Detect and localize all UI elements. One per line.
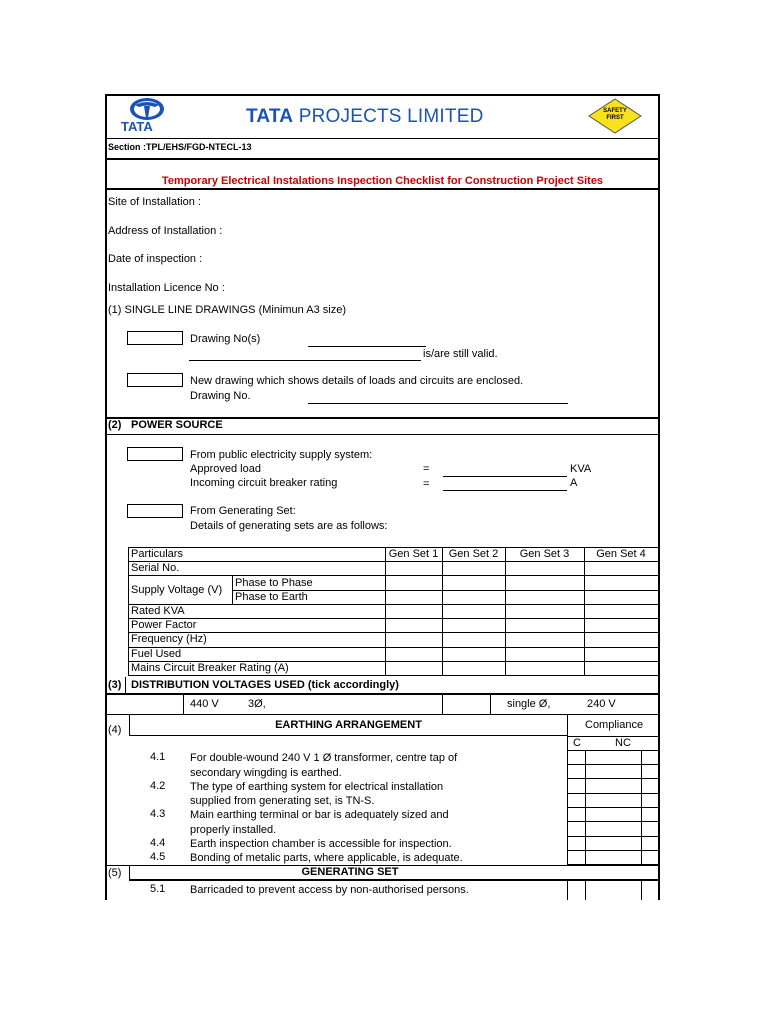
title-divider-bottom: [105, 188, 660, 190]
cg-line: [567, 750, 660, 751]
gt-vline: [442, 547, 443, 675]
drawing-no-line: [308, 403, 568, 404]
item-4-3-line2: properly installed.: [190, 824, 277, 836]
gen-details-label: Details of generating sets are as follows:: [190, 520, 388, 532]
cg-vline: [585, 750, 586, 864]
section4-heading: EARTHING ARRANGEMENT: [275, 719, 422, 731]
s3-vline: [442, 694, 443, 714]
frame-top: [105, 94, 660, 96]
gt-rated-kva: Rated KVA: [131, 605, 185, 617]
header-divider: [105, 138, 660, 139]
drawing-nos-checkbox[interactable]: [127, 331, 183, 345]
public-supply-checkbox[interactable]: [127, 447, 183, 461]
new-drawing-label: New drawing which shows details of loads and circuits are enclosed.: [190, 375, 524, 387]
date-label: Date of inspection :: [108, 253, 203, 265]
address-label: Address of Installation :: [108, 225, 223, 237]
cg-vline: [567, 736, 568, 864]
company-name: [246, 106, 484, 128]
section2-heading: POWER SOURCE: [131, 419, 223, 431]
gt-vline: [385, 547, 386, 675]
gt-vline: [505, 547, 506, 675]
compliance-label: Compliance: [585, 719, 644, 731]
gt-power-factor: Power Factor: [131, 619, 197, 631]
single-phase[interactable]: single Ø,: [507, 698, 551, 710]
section4-num: (4): [108, 724, 122, 736]
gt-phase-phase: Phase to Phase: [235, 577, 313, 589]
gt-header-gen3: Gen Set 3: [519, 548, 570, 560]
section3-num: (3): [108, 679, 122, 691]
gt-line: [128, 632, 658, 633]
gt-vline: [128, 547, 129, 675]
item-4-3-line1: Main earthing terminal or bar is adequately sized and: [190, 809, 449, 821]
safety-badge: [588, 98, 642, 134]
item-4-2-line2: supplied from generating set, is TN-S.: [190, 795, 375, 807]
gt-vline: [584, 547, 585, 675]
company-name-bold: TATA: [246, 106, 294, 127]
item-4-3-no: 4.3: [150, 808, 166, 820]
section5-heading: GENERATING SET: [301, 866, 399, 878]
frame-left: [105, 94, 107, 900]
three-phase[interactable]: 3Ø,: [248, 698, 266, 710]
item-5-1-no: 5.1: [150, 883, 166, 895]
item-4-2-no: 4.2: [150, 780, 166, 792]
licence-label: Installation Licence No :: [108, 282, 225, 294]
cg-line: [567, 850, 660, 851]
voltage-240[interactable]: 240 V: [587, 698, 616, 710]
cg-line: [567, 778, 660, 779]
gt-line: [128, 618, 658, 619]
s3-vline: [183, 694, 184, 714]
gen-set-table: [128, 547, 658, 677]
from-gen-checkbox[interactable]: [127, 504, 183, 518]
incoming-cb-unit: A: [570, 477, 578, 489]
site-label: Site of Installation :: [108, 196, 201, 208]
gt-header-gen2: Gen Set 2: [448, 548, 499, 560]
gt-phase-earth: Phase to Earth: [235, 591, 308, 603]
item-4-2-line1: The type of earthing system for electrical installation: [190, 781, 444, 793]
section2-num: (2): [108, 419, 122, 431]
badge-line2: FIRST: [606, 115, 624, 121]
s5-vline: [567, 881, 568, 900]
gt-line: [128, 604, 658, 605]
cg-line: [567, 764, 660, 765]
s5-vline: [641, 881, 642, 900]
gt-line: [128, 575, 658, 576]
item-4-1-line1: For double-wound 240 V 1 Ø transformer, centre tap of: [190, 752, 458, 764]
cg-line: [567, 821, 660, 822]
section5-num: (5): [108, 867, 122, 879]
item-4-5-line1: Bonding of metalic parts, where applicable, is adequate.: [190, 852, 463, 864]
item-4-4-line1: Earth inspection chamber is accessible for inspection.: [190, 838, 452, 850]
section2-divider: [105, 434, 660, 435]
form-title: Temporary Electrical Instalations Inspection Checklist for Construction Project Sites: [161, 175, 604, 187]
incoming-cb-label: Incoming circuit breaker rating: [190, 477, 338, 489]
section4-heading-box: [129, 714, 568, 736]
badge-line1: SAFETY: [603, 108, 627, 114]
item-4-4-no: 4.4: [150, 837, 166, 849]
approved-load-equals: =: [423, 463, 430, 475]
gt-line: [128, 647, 658, 648]
tata-logo: [118, 96, 176, 136]
gt-supply-voltage: Supply Voltage (V): [131, 584, 223, 596]
section1-heading: (1) SINGLE LINE DRAWINGS (Minimun A3 size): [108, 304, 346, 316]
public-supply-label: From public electricity supply system:: [190, 449, 373, 461]
cg-line: [567, 807, 660, 808]
section5-heading-box: [129, 865, 660, 881]
gt-fuel-used: Fuel Used: [131, 648, 182, 660]
gt-serial: Serial No.: [131, 562, 180, 574]
compliance-grid: [567, 750, 660, 865]
gt-line: [128, 561, 658, 562]
approved-load-label: Approved load: [190, 463, 261, 475]
drawing-nos-line: [308, 346, 426, 347]
incoming-cb-line: [443, 490, 567, 491]
gt-line: [128, 675, 658, 676]
gt-frequency: Frequency (Hz): [131, 633, 207, 645]
item-5-1-line1: Barricaded to prevent access by non-authorised persons.: [190, 884, 469, 896]
voltage-440[interactable]: 440 V: [190, 698, 219, 710]
logo-text: TATA: [121, 119, 153, 134]
new-drawing-checkbox[interactable]: [127, 373, 183, 387]
item-4-5-no: 4.5: [150, 851, 166, 863]
cg-vline: [641, 750, 642, 864]
item-4-1-no: 4.1: [150, 751, 166, 763]
gt-header-gen1: Gen Set 1: [388, 548, 439, 560]
compliance-c: C: [573, 737, 581, 749]
drawing-nos-line2: [189, 360, 421, 361]
section3-heading: DISTRIBUTION VOLTAGES USED (tick accordingly): [131, 679, 399, 691]
drawing-nos-label: Drawing No(s): [190, 333, 261, 345]
approved-load-line: [443, 476, 567, 477]
compliance-nc: NC: [615, 737, 631, 749]
company-name-rest: PROJECTS LIMITED: [298, 106, 484, 127]
section3-num-sep: [125, 677, 126, 693]
gt-header-particulars: Particulars: [131, 548, 183, 560]
gt-header-gen4: Gen Set 4: [596, 548, 646, 560]
section-ref: Section :TPL/EHS/FGD-NTECL-13: [108, 142, 252, 152]
gt-mains-cb: Mains Circuit Breaker Rating (A): [131, 662, 289, 674]
gt-vline: [232, 575, 233, 604]
approved-load-unit: KVA: [570, 463, 592, 475]
cg-line: [567, 793, 660, 794]
drawing-no-label: Drawing No.: [190, 390, 251, 402]
s5-vline: [585, 881, 586, 900]
cg-line: [567, 836, 660, 837]
s3-vline: [490, 694, 491, 714]
title-divider-top: [105, 158, 660, 160]
section3-rule: [105, 693, 660, 695]
incoming-cb-equals: =: [423, 478, 430, 490]
from-gen-label: From Generating Set:: [190, 505, 296, 517]
item-4-1-line2: secondary wingding is earthed.: [190, 767, 342, 779]
still-valid-label: is/are still valid.: [423, 348, 498, 360]
